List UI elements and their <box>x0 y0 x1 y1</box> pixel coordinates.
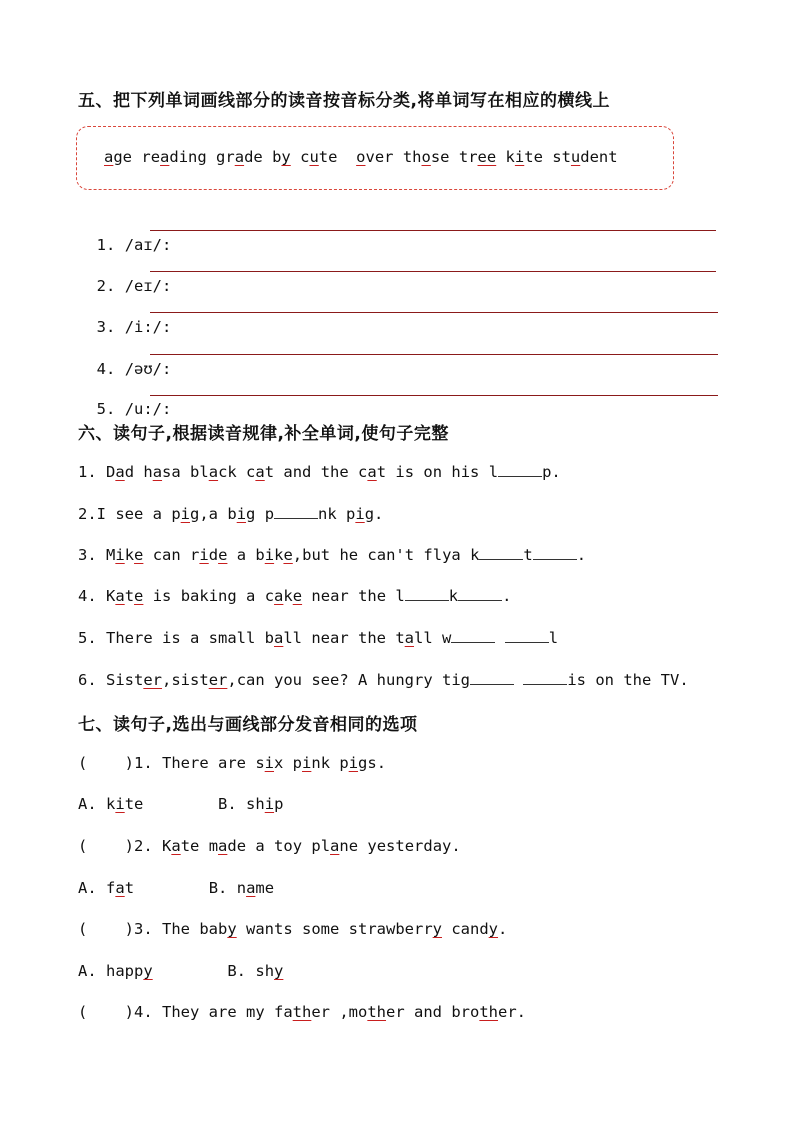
sentence-4: 4. Kate is baking a cake near the l k . <box>78 587 512 605</box>
option-a[interactable]: A. <box>78 962 97 980</box>
section-5-title: 五、把下列单词画线部分的读音按音标分类,将单词写在相应的横线上 <box>78 91 610 111</box>
question-1: ( )1. There are six pink pigs. <box>78 754 387 772</box>
option-a[interactable]: A. <box>78 879 97 897</box>
sentence-6: 6. Sister,sister,can you see? A hungry tig is on the TV. <box>78 671 689 689</box>
sentence-3: 3. Mike can ride a bike,but he can't flya k t . <box>78 546 587 564</box>
word-item: kite <box>505 148 543 166</box>
word-item: age <box>104 148 133 166</box>
fill-blank[interactable] <box>533 544 577 560</box>
answer-paren[interactable]: ( ) <box>78 920 134 938</box>
sentence-2: 2.I see a pig,a big p nk pig. <box>78 505 384 523</box>
options-1: A. kite B. ship <box>78 795 284 813</box>
answer-paren[interactable]: ( ) <box>78 837 134 855</box>
ipa-symbol: /əʊ/: <box>124 360 172 378</box>
fill-blank[interactable] <box>405 585 449 601</box>
options-2: A. fat B. name <box>78 879 275 897</box>
section-6-title: 六、读句子,根据读音规律,补全单词,使句子完整 <box>78 424 449 444</box>
fill-blank[interactable] <box>523 669 567 685</box>
fill-blank[interactable] <box>458 585 502 601</box>
question-3: ( )3. The baby wants some strawberry candy. <box>78 920 508 938</box>
item-number: 1. <box>96 236 116 254</box>
section-7-title: 七、读句子,选出与画线部分发音相同的选项 <box>78 715 418 735</box>
answer-line[interactable] <box>150 395 718 396</box>
answer-paren[interactable]: ( ) <box>78 754 134 772</box>
ipa-symbol: /eɪ/: <box>124 277 172 295</box>
fill-blank[interactable] <box>505 627 549 643</box>
word-item: student <box>552 148 618 166</box>
answer-line[interactable] <box>150 354 718 355</box>
fill-blank[interactable] <box>274 503 318 519</box>
fill-blank[interactable] <box>451 627 495 643</box>
item-number: 5. <box>96 400 116 418</box>
word-list <box>104 146 618 168</box>
word-item: cute <box>300 148 338 166</box>
answer-line[interactable] <box>150 312 718 313</box>
sentence-1: 1. Dad hasa black cat and the cat is on his l p. <box>78 463 561 481</box>
answer-line[interactable] <box>150 230 716 231</box>
option-b[interactable]: B. <box>208 879 228 897</box>
fill-blank[interactable] <box>498 461 542 477</box>
item-number: 4. <box>96 360 116 378</box>
answer-paren[interactable]: ( ) <box>78 1003 134 1021</box>
word-item: grade <box>216 148 263 166</box>
word-item: reading <box>141 148 207 166</box>
item-number: 2. <box>96 277 116 295</box>
ipa-symbol: /i:/: <box>124 318 172 336</box>
sentence-5: 5. There is a small ball near the tall w l <box>78 629 559 647</box>
answer-line[interactable] <box>150 271 716 272</box>
question-2: ( )2. Kate made a toy plane yesterday. <box>78 837 461 855</box>
question-4: ( )4. They are my father ,mother and brother. <box>78 1003 527 1021</box>
word-item: those <box>402 148 450 166</box>
word-item: over <box>356 148 394 166</box>
fill-blank[interactable] <box>470 669 514 685</box>
item-number: 3. <box>96 318 116 336</box>
options-3: A. happy B. shy <box>78 962 284 980</box>
word-item: by <box>272 148 291 166</box>
option-b[interactable]: B. <box>227 962 247 980</box>
option-a[interactable]: A. <box>78 795 97 813</box>
ipa-symbol: /aɪ/: <box>124 236 172 254</box>
option-b[interactable]: B. <box>218 795 237 813</box>
ipa-symbol: /u:/: <box>124 400 172 418</box>
fill-blank[interactable] <box>479 544 523 560</box>
word-item: tree <box>458 148 497 166</box>
